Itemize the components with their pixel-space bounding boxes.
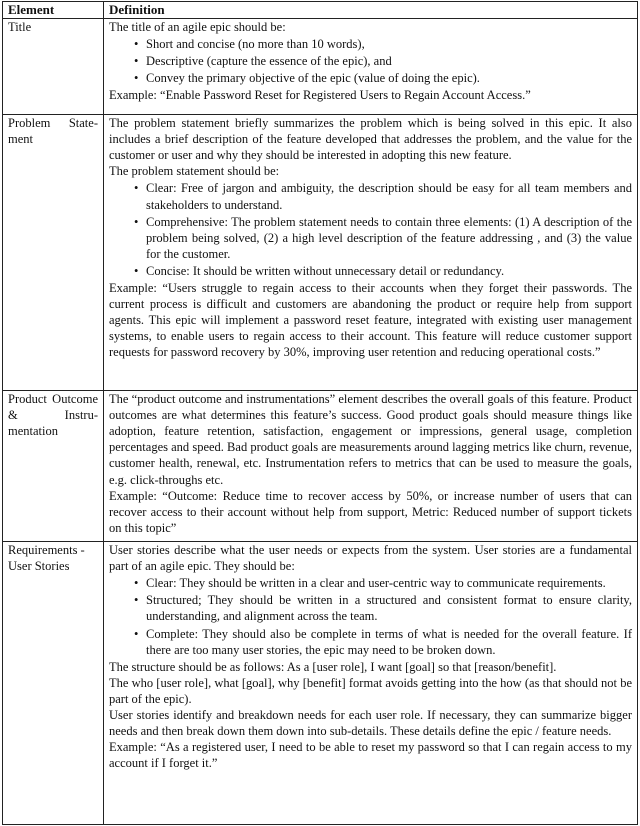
paragraph: The who [user role], what [goal], why [benefit] format avoids getting into the how (as that should not be part of the epic). [109, 675, 632, 706]
element-cell: Requirements - User Stories [3, 542, 104, 825]
definition-cell [104, 391, 638, 542]
list-item: • Convey the primary objective of the epic (value of doing the epic). [146, 70, 632, 86]
example-text: Example: “As a registered user, I need to be able to reset my password so that I can regain access to my account if I forget it.” [109, 740, 632, 771]
element-cell: Product Outcome & Instrumentation [3, 391, 104, 542]
table-row-title [3, 19, 638, 115]
list-item: • Concise: It should be written without unnecessary detail or redundancy. [146, 263, 632, 279]
table-row-product-outcome [3, 391, 638, 542]
definition-cell [104, 19, 638, 115]
intro-text: The title of an agile epic should be: [109, 20, 286, 35]
bullet-list [109, 180, 632, 279]
example-text: Example: “Outcome: Reduce time to recover access by 50%, or increase number of users that can recover access to their account without help from support, Metric: Reduced number of support tickets on this topic” [109, 488, 632, 535]
definition-cell [104, 115, 638, 391]
list-item: • Short and concise (no more than 10 words), [146, 36, 632, 52]
paragraph: The problem statement briefly summarizes the problem which is being solved in this epic. It also includes a brief description of the feature developed that addresses the problem, and the value for the customer or user and why they should be interested in adopting this new feature. [109, 116, 632, 163]
definitions-table [2, 1, 638, 825]
header-definition: Definition [104, 2, 638, 19]
definition-cell [104, 542, 638, 825]
list-item: • Clear: Free of jargon and ambiguity, the description should be easy for all team members and stakeholders to understand. [146, 180, 632, 212]
paragraph: The “product outcome and instrumentations” element describes the overall goals of this feature. Product outcomes are what determines this feature’s success. Good product goals should measure things like adoption, feature retention, satisfaction, engagement or impressions, general usage, completion percentages and speed. Bad product goals are measurements around lagging metrics like churn, revenue, customer health, renewal, etc. Instrumentation refers to metrics that can be used to measure the goals, e.g. click-throughs etc. [109, 392, 632, 487]
element-cell: Problem Statement [3, 115, 104, 391]
table-row-requirements [3, 542, 638, 825]
example-text: Example: “Enable Password Reset for Registered Users to Regain Account Access.” [109, 88, 531, 103]
paragraph: User stories identify and breakdown needs for each user role. If necessary, they can summarize bigger needs and then break down them down into sub-details. These details define the epic / feature needs. [109, 708, 632, 739]
list-item: • Complete: They should also be complete in terms of what is needed for the overall feature. If there are too many user stories, the epic may need to be broken down. [146, 626, 632, 658]
element-cell: Title [3, 19, 104, 115]
list-item: • Clear: They should be written in a clear and user-centric way to communicate requirements. [146, 575, 632, 591]
list-item: • Descriptive (capture the essence of the epic), and [146, 53, 632, 69]
bullet-list [109, 575, 632, 657]
paragraph: The problem statement should be: [109, 164, 280, 179]
list-item: • Comprehensive: The problem statement needs to contain three elements: (1) A description of the problem being solved, (2) a high level description of the feature addressing , and (3) the value for the customer. [146, 214, 632, 262]
list-item: • Structured; They should be written in a structured and consistent format to ensure clarity, understanding, and alignment across the team. [146, 592, 632, 624]
paragraph: User stories describe what the user needs or expects from the system. User stories are a fundamental part of an agile epic. They should be: [109, 543, 632, 574]
header-row [3, 2, 638, 19]
header-element: Element [3, 2, 104, 19]
table-row-problem-statement [3, 115, 638, 391]
example-text: Example: “Users struggle to regain access to their accounts when they forget their passwords. The current process is difficult and customers are abandoning the product or require help from support agents. This epic will implement a password reset feature, integrated with existing user management systems, to enable users to regain access to their account. This feature will reduce customer support requests for password recovery by 30%, improving user retention and reducing operational costs.” [109, 281, 632, 360]
paragraph: The structure should be as follows: As a [user role], I want [goal] so that [reason/benefit]. [109, 659, 557, 674]
bullet-list [109, 36, 632, 86]
